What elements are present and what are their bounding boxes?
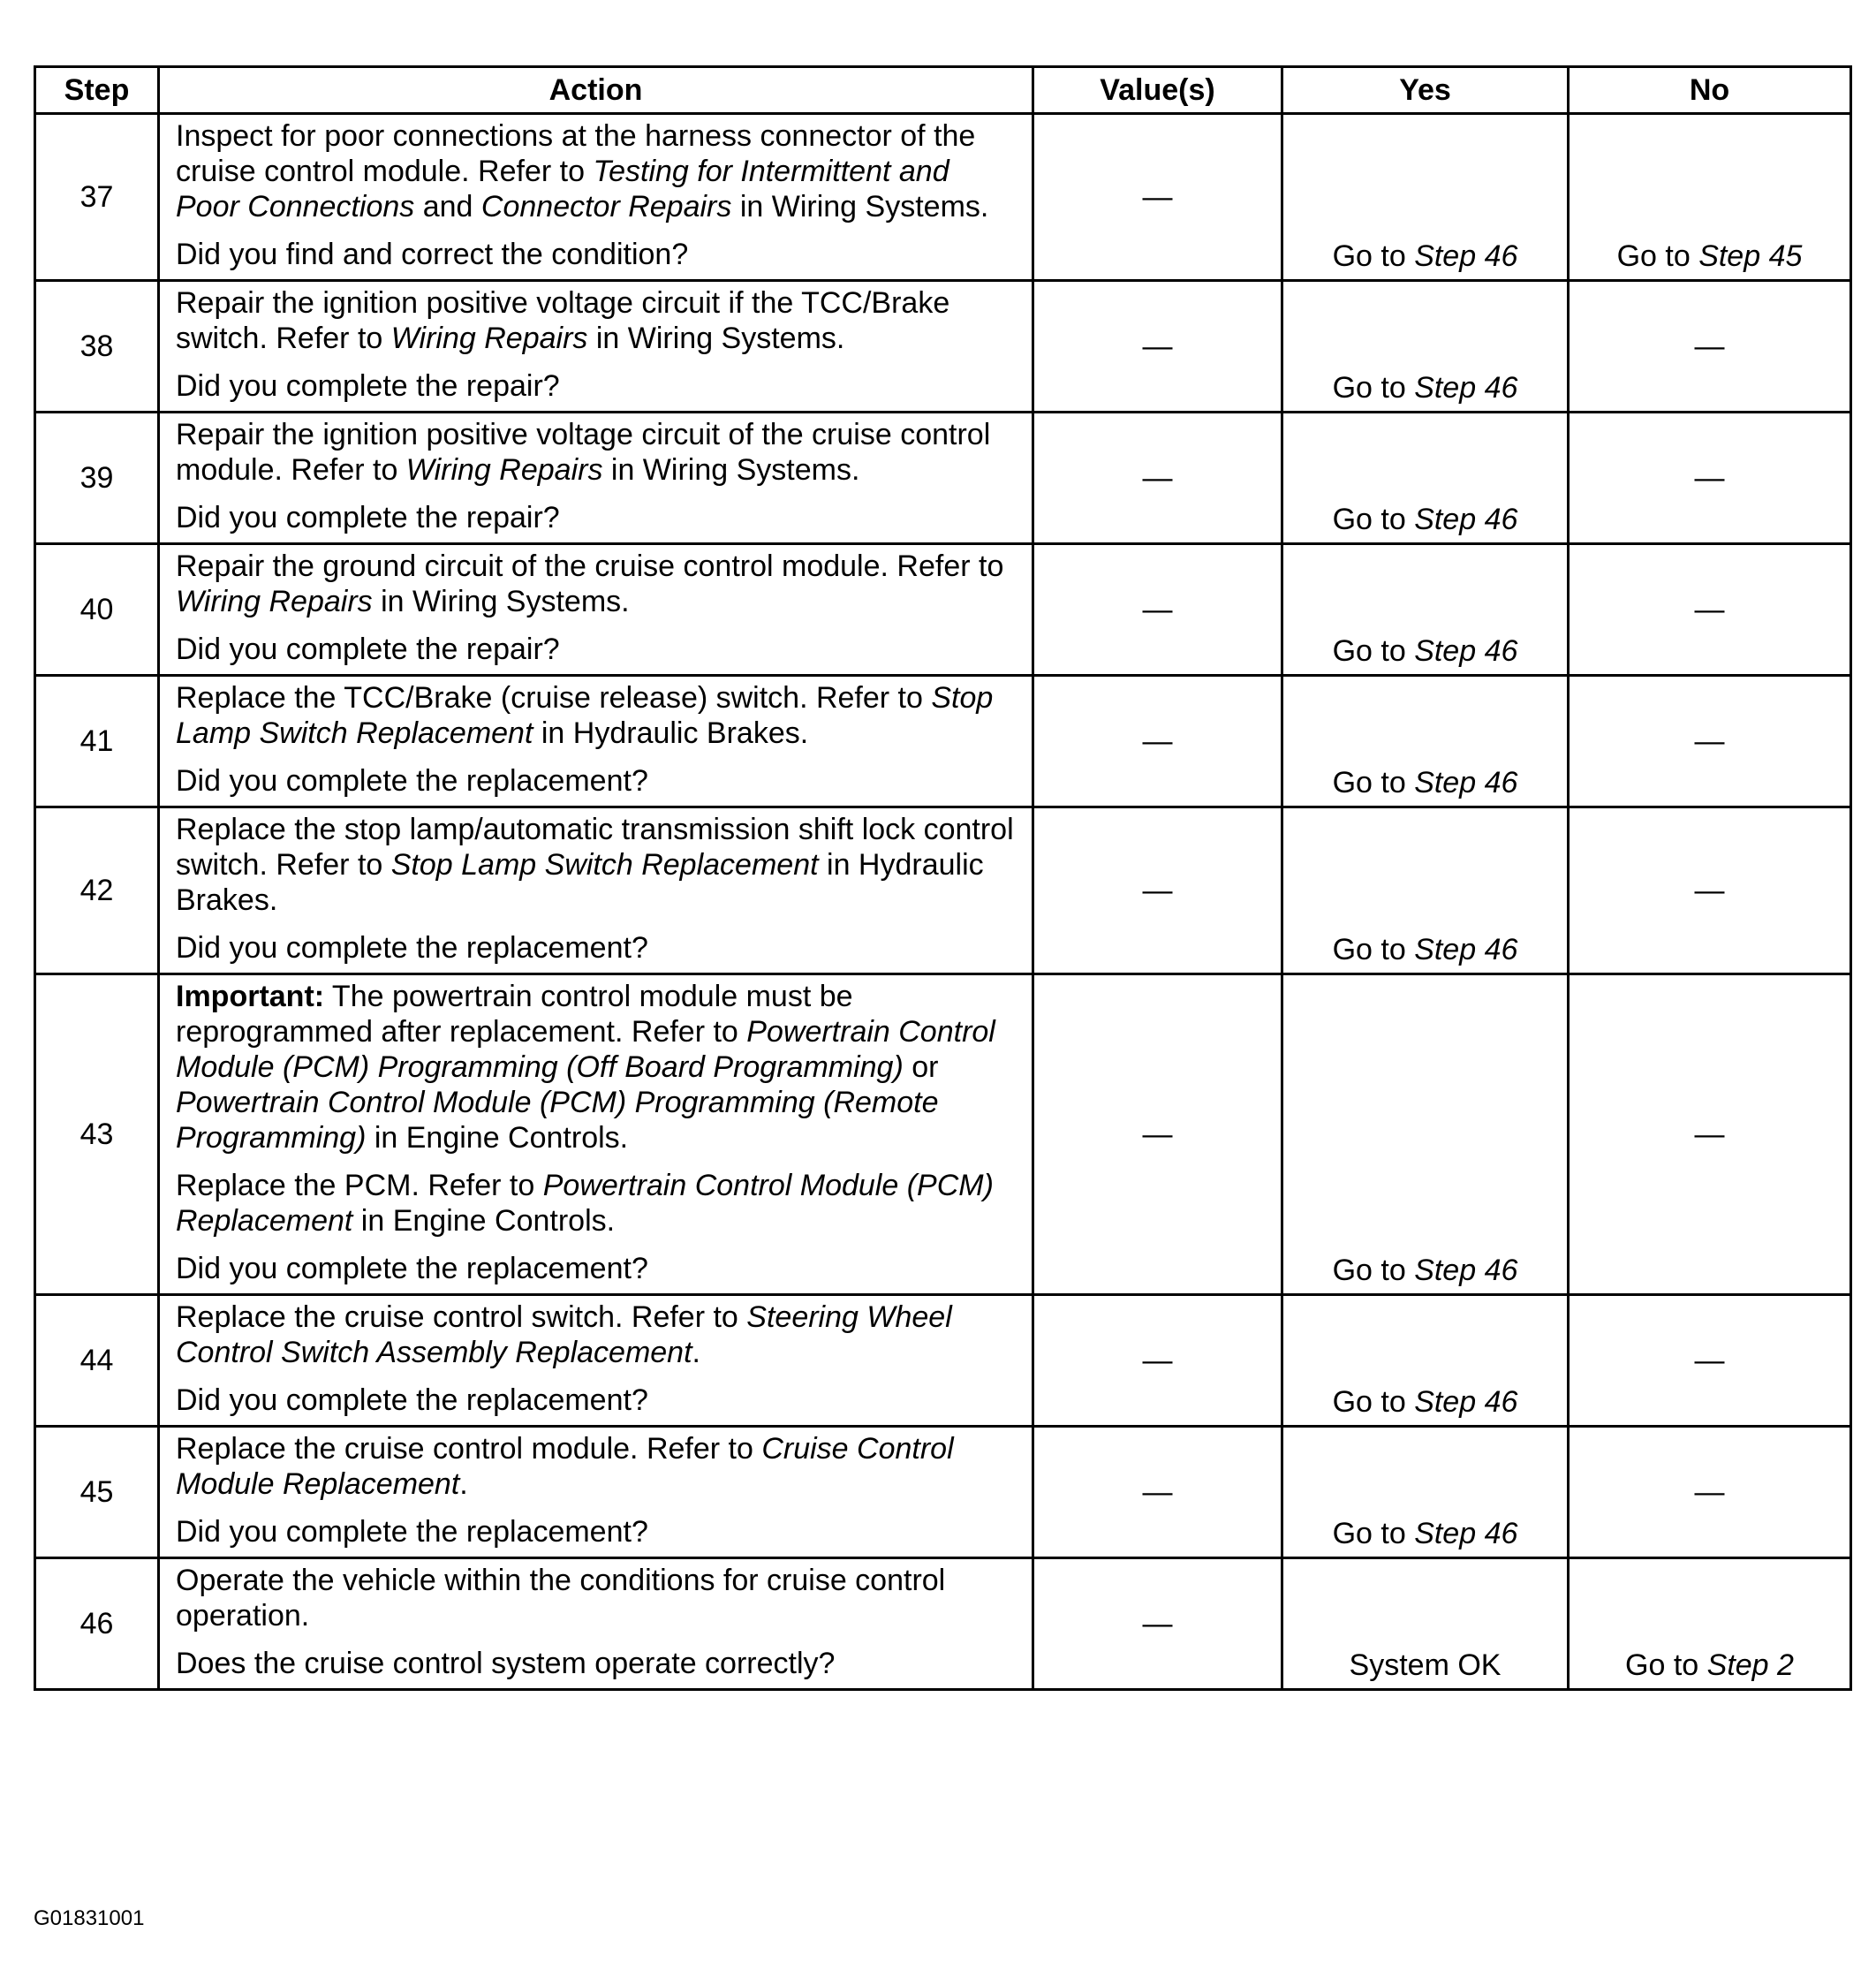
action-paragraph	[176, 1563, 1019, 1633]
header-step: Step	[35, 67, 159, 114]
no-cell: —	[1569, 544, 1851, 676]
action-text-run: Repair the ignition positive voltage circuit of the cruise control module. Refer to	[176, 418, 991, 487]
action-text-run: Did you complete the replacement?	[176, 1383, 648, 1417]
action-text-run: Powertrain Control Module (PCM) Programming (Off Board Programming)	[176, 1015, 995, 1084]
yes-cell	[1282, 807, 1569, 974]
header-values: Value(s)	[1033, 67, 1282, 114]
yes-cell	[1282, 114, 1569, 281]
action-text-run: Replace the cruise control switch. Refer to	[176, 1300, 747, 1334]
yes-text-run: Go to	[1332, 933, 1415, 966]
value-cell: —	[1033, 676, 1282, 807]
value-cell: —	[1033, 1427, 1282, 1558]
yes-text-run: Step 46	[1414, 1517, 1518, 1550]
value-cell: —	[1033, 413, 1282, 544]
yes-cell	[1282, 974, 1569, 1295]
step-number: 37	[35, 114, 159, 281]
no-text-run: Go to	[1616, 239, 1699, 273]
action-text-run: Connector Repairs	[480, 190, 732, 224]
action-text-run: Inspect for poor connections at the harness connector of the cruise control module. Refer to	[176, 119, 976, 188]
yes-text-run: Step 46	[1414, 634, 1518, 668]
action-text-run: .	[459, 1467, 468, 1501]
table-row	[35, 1295, 1851, 1427]
action-text-run: Replace the cruise control module. Refer to	[176, 1432, 762, 1466]
action-text-run: in Engine Controls.	[352, 1204, 616, 1238]
action-cell	[159, 544, 1033, 676]
yes-cell	[1282, 676, 1569, 807]
yes-cell	[1282, 1427, 1569, 1558]
action-text-run: The powertrain control module must be reprogrammed after replacement. Refer to	[176, 980, 853, 1049]
no-text-run: Step 2	[1706, 1648, 1794, 1682]
action-text-run: Did you complete the replacement?	[176, 931, 648, 965]
action-text-run: Does the cruise control system operate correctly?	[176, 1647, 836, 1680]
no-cell: —	[1569, 413, 1851, 544]
action-text-run: and	[414, 190, 481, 224]
no-cell: —	[1569, 807, 1851, 974]
yes-text-run: Step 46	[1414, 239, 1518, 273]
action-text-run: in Engine Controls.	[366, 1121, 629, 1155]
yes-text-run: Step 46	[1414, 1254, 1518, 1287]
action-text-run: Repair the ground circuit of the cruise control module. Refer to	[176, 549, 1004, 583]
action-text-run: in Hydraulic Brakes.	[176, 848, 984, 917]
action-paragraph	[176, 1299, 1019, 1370]
step-number: 38	[35, 281, 159, 413]
action-text-run: in Wiring Systems.	[731, 190, 989, 224]
action-text-run: in Hydraulic Brakes.	[533, 716, 809, 750]
action-text-run: Did you complete the replacement?	[176, 1515, 648, 1549]
action-text-run: .	[692, 1336, 700, 1369]
action-paragraph	[176, 1251, 1019, 1286]
action-cell	[159, 413, 1033, 544]
action-text-run: Testing for Intermittent and Poor Connections	[176, 155, 949, 224]
step-number: 40	[35, 544, 159, 676]
action-text-run: Did you complete the repair?	[176, 501, 560, 534]
value-cell: —	[1033, 807, 1282, 974]
table-row	[35, 114, 1851, 281]
table-row	[35, 413, 1851, 544]
action-text-run: Did you complete the replacement?	[176, 1252, 648, 1285]
no-cell: —	[1569, 1427, 1851, 1558]
action-cell	[159, 974, 1033, 1295]
action-paragraph	[176, 237, 1019, 272]
action-paragraph	[176, 285, 1019, 356]
yes-cell	[1282, 544, 1569, 676]
action-paragraph	[176, 680, 1019, 751]
action-text-run: Important:	[176, 980, 325, 1013]
diagnostic-table	[34, 65, 1852, 1691]
action-paragraph	[176, 632, 1019, 667]
step-number: 43	[35, 974, 159, 1295]
yes-cell	[1282, 1295, 1569, 1427]
no-cell: —	[1569, 676, 1851, 807]
action-paragraph	[176, 1514, 1019, 1549]
yes-cell	[1282, 413, 1569, 544]
action-text-run: Stop Lamp Switch Replacement	[390, 848, 819, 882]
action-text-run: Steering Wheel Control Switch Assembly Replacement	[176, 1300, 952, 1369]
value-cell: —	[1033, 974, 1282, 1295]
action-text-run: Did you complete the repair?	[176, 633, 560, 666]
action-paragraph	[176, 1168, 1019, 1239]
action-text-run: in Wiring Systems.	[602, 453, 860, 487]
header-yes: Yes	[1282, 67, 1569, 114]
action-text-run: in Wiring Systems.	[587, 322, 845, 355]
yes-text-run: Step 46	[1414, 371, 1518, 405]
table-row	[35, 1558, 1851, 1690]
action-text-run: in Wiring Systems.	[372, 585, 630, 618]
action-paragraph	[176, 417, 1019, 488]
yes-text-run: Go to	[1332, 634, 1415, 668]
header-no: No	[1569, 67, 1851, 114]
table-row	[35, 281, 1851, 413]
action-text-run: Did you complete the replacement?	[176, 764, 648, 798]
step-number: 44	[35, 1295, 159, 1427]
action-text-run: or	[903, 1050, 939, 1084]
step-number: 42	[35, 807, 159, 974]
table-row	[35, 974, 1851, 1295]
action-cell	[159, 1295, 1033, 1427]
header-row	[35, 67, 1851, 114]
table-body	[35, 114, 1851, 1690]
action-paragraph	[176, 930, 1019, 966]
action-text-run: Wiring Repairs	[390, 322, 588, 355]
action-paragraph	[176, 1646, 1019, 1681]
action-text-run: Replace the TCC/Brake (cruise release) switch. Refer to	[176, 681, 932, 715]
yes-text-run: System OK	[1349, 1648, 1502, 1682]
value-cell: —	[1033, 281, 1282, 413]
action-paragraph	[176, 1383, 1019, 1418]
action-text-run: Powertrain Control Module (PCM) Replacement	[176, 1169, 994, 1238]
value-cell: —	[1033, 1558, 1282, 1690]
action-text-run: Wiring Repairs	[405, 453, 603, 487]
value-cell: —	[1033, 544, 1282, 676]
action-paragraph	[176, 368, 1019, 404]
yes-cell	[1282, 1558, 1569, 1690]
action-text-run: Replace the stop lamp/automatic transmission shift lock control switch. Refer to	[176, 813, 1014, 882]
table-row	[35, 676, 1851, 807]
no-text-run: Go to	[1625, 1648, 1707, 1682]
diagnostic-table-container	[34, 65, 1850, 1691]
no-cell: —	[1569, 281, 1851, 413]
action-paragraph	[176, 763, 1019, 799]
yes-text-run: Step 46	[1414, 503, 1518, 536]
value-cell: —	[1033, 114, 1282, 281]
action-cell	[159, 676, 1033, 807]
action-paragraph	[176, 1431, 1019, 1502]
action-text-run: Operate the vehicle within the conditions for cruise control operation.	[176, 1564, 946, 1633]
no-cell: —	[1569, 974, 1851, 1295]
action-text-run: Cruise Control Module Replacement	[176, 1432, 954, 1501]
yes-text-run: Go to	[1332, 1517, 1415, 1550]
action-text-run: Stop Lamp Switch Replacement	[176, 681, 994, 750]
yes-text-run: Step 46	[1414, 933, 1518, 966]
action-cell	[159, 1558, 1033, 1690]
action-cell	[159, 281, 1033, 413]
action-text-run: Repair the ignition positive voltage circuit if the TCC/Brake switch. Refer to	[176, 286, 950, 355]
no-cell	[1569, 1558, 1851, 1690]
table-header	[35, 67, 1851, 114]
yes-text-run: Step 46	[1414, 766, 1518, 799]
yes-text-run: Step 46	[1414, 1385, 1518, 1419]
step-number: 46	[35, 1558, 159, 1690]
action-text-run: Did you complete the repair?	[176, 369, 560, 403]
table-row	[35, 1427, 1851, 1558]
action-cell	[159, 114, 1033, 281]
table-row	[35, 544, 1851, 676]
no-cell	[1569, 114, 1851, 281]
action-cell	[159, 807, 1033, 974]
action-cell	[159, 1427, 1033, 1558]
step-number: 45	[35, 1427, 159, 1558]
yes-text-run: Go to	[1332, 503, 1415, 536]
action-paragraph	[176, 979, 1019, 1155]
action-paragraph	[176, 812, 1019, 918]
no-text-run: Step 45	[1698, 239, 1803, 273]
no-cell: —	[1569, 1295, 1851, 1427]
yes-text-run: Go to	[1332, 766, 1415, 799]
action-paragraph	[176, 549, 1019, 619]
step-number: 41	[35, 676, 159, 807]
yes-text-run: Go to	[1332, 239, 1415, 273]
yes-text-run: Go to	[1332, 1385, 1415, 1419]
action-text-run: Replace the PCM. Refer to	[176, 1169, 543, 1202]
step-number: 39	[35, 413, 159, 544]
figure-id: G01831001	[34, 1906, 145, 1930]
table-row	[35, 807, 1851, 974]
value-cell: —	[1033, 1295, 1282, 1427]
action-paragraph	[176, 500, 1019, 535]
action-text-run: Wiring Repairs	[176, 585, 373, 618]
action-paragraph	[176, 118, 1019, 224]
yes-text-run: Go to	[1332, 371, 1415, 405]
yes-text-run: Go to	[1332, 1254, 1415, 1287]
yes-cell	[1282, 281, 1569, 413]
action-text-run: Did you find and correct the condition?	[176, 238, 689, 271]
action-text-run: Powertrain Control Module (PCM) Programming (Remote Programming)	[176, 1086, 939, 1155]
header-action: Action	[159, 67, 1033, 114]
